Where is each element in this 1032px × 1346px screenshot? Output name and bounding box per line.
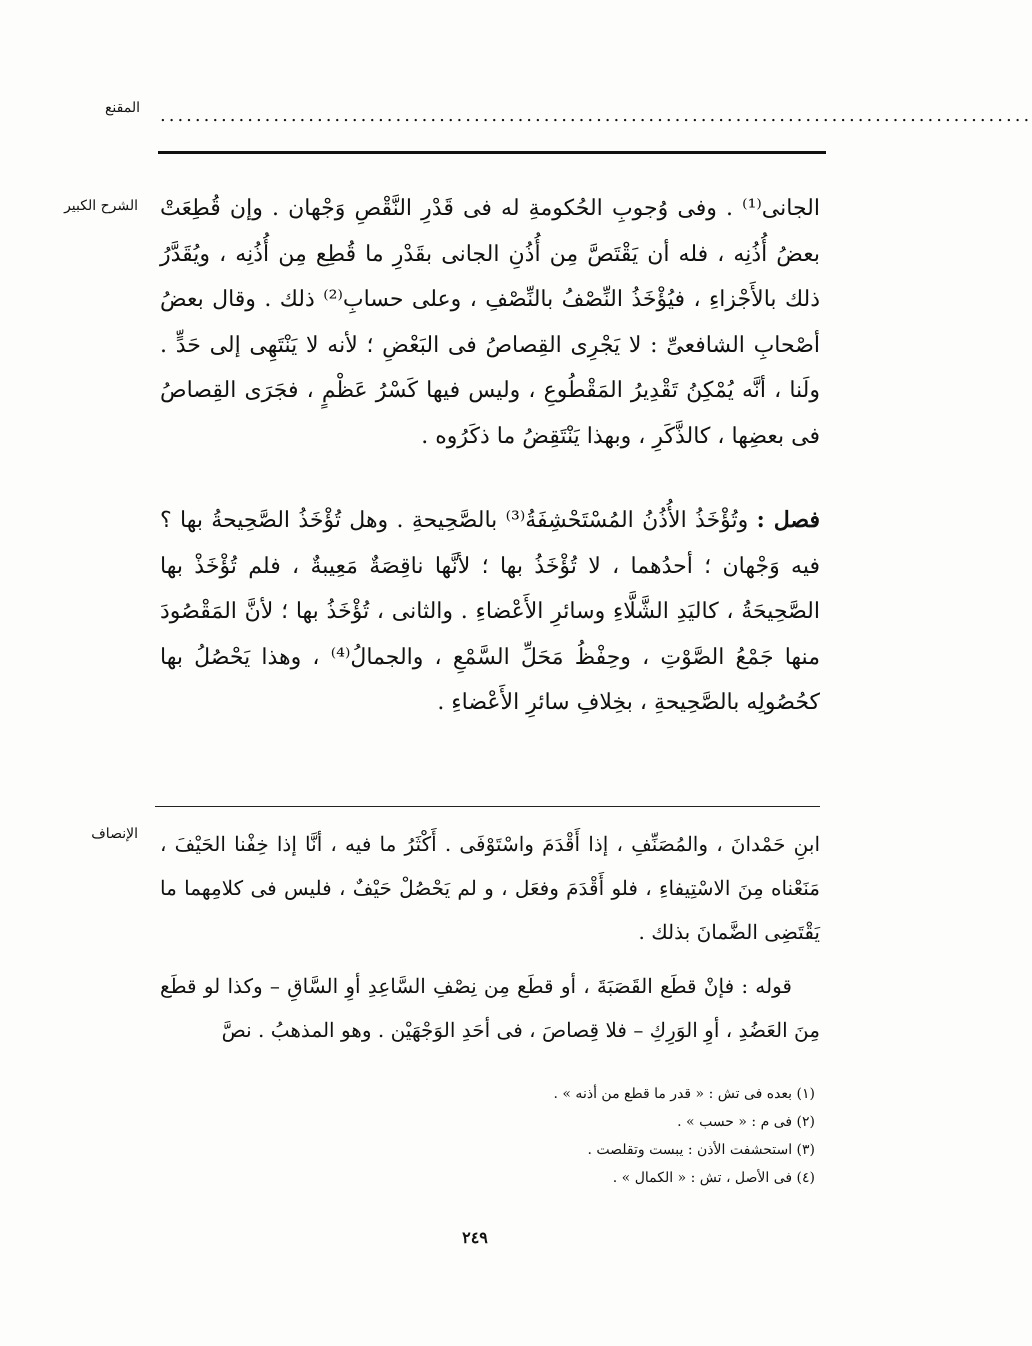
sharh-main-text — [160, 186, 820, 459]
insaf-section-label: الإنصاف — [91, 826, 138, 842]
header-rule — [158, 151, 826, 154]
sharh-paragraph: الجانى⁽¹⁾ . وفى وُجوبِ الحُكومةِ له فى قَدْرِ النَّقْصِ وَجْهان . وإن قُطِعَتْ بعضُ أُذُنِه ، فله أن يَقْتَصَّ مِن أُذُنِ الجانى بقَدْرِ ما قُطِع مِن أُذُنِه ، ويُقَدَّرُ ذلك بالأَجْزاءِ ، فيُؤْخَذُ النِّصْفُ بالنِّصْفِ ، وعلى حسابِ⁽²⁾ ذلك . وقال بعضُ أصْحابِ الشافعىِّ : لا يَجْرِى القِصاصُ فى البَعْضِ ؛ لأنه لا يَنْتَهِى إلى حَدٍّ . ولَنا ، أنَّه يُمْكِنُ تَقْدِيرُ المَقْطُوعِ ، وليس فيها كَسْرُ عَظْمٍ ، فجَرَى القِصاصُ فى بعضِها ، كالذَّكَرِ ، وبهذا يَنْتَقِضُ ما ذكَرُوه . — [160, 196, 820, 449]
fasl-paragraph — [160, 498, 820, 726]
header-book-title: المقنع — [104, 100, 140, 116]
fasl-section — [160, 498, 820, 726]
fasl-text: وتُؤْخَذُ الأُذُنُ المُسْتَحْشِفَةُ⁽³⁾ بالصَّحِيحةِ . وهل تُؤْخَذُ الصَّحِيحةُ بها ؟ فيه وَجْهان ؛ أحدُهما ، لا تُؤْخَذُ بها ؛ لأنَّها ناقِصَةٌ مَعِيبةٌ ، فلم تُؤْخَذْ بها الصَّحِيحَةُ ، كاليَدِ الشَّلَّاءِ وسائرِ الأَعْضاءِ . والثانى ، تُؤْخَذُ بها ؛ لأنَّ المَقْصُودَ منها جَمْعُ الصَّوْتِ ، وحِفْظُ مَحَلِّ السَّمْعِ ، والجمالُ⁽⁴⁾ ، وهذا يَحْصُلُ بها كحُصُولِه بالصَّحِيحةِ ، بخِلافِ سائرِ الأَعْضاءِ . — [160, 508, 820, 715]
footnote: (١) بعده فى تش : « قدر ما قطع من أذنه » . — [553, 1086, 815, 1102]
sharh-section-label: الشرح الكبير — [64, 198, 138, 214]
footnote: (٢) فى م : « حسب » . — [677, 1114, 815, 1130]
footnote: (٣) استحشفت الأذن : يبست وتقلصت . — [587, 1142, 815, 1158]
fasl-label: فصل : — [756, 507, 821, 533]
section-divider — [155, 806, 820, 807]
footnotes — [300, 1080, 815, 1192]
insaf-commentary — [160, 822, 820, 1052]
header-dotted-leader: .................................................................................................... — [160, 105, 1032, 126]
page-number: ٢٤٩ — [462, 1228, 488, 1247]
insaf-paragraph: قوله : فإنْ قطَع القَصَبَةَ ، أو قطَع مِن نِصْفِ السَّاعِدِ أوِ السَّاقِ – وكذا لو قطَع مِنَ العَضُدِ ، أوِ الوَرِكِ – فلا قِصاصَ ، فى أحَدِ الوَجْهَيْن . وهو المذهبُ . نصَّ — [160, 974, 820, 1042]
insaf-paragraph: ابنِ حَمْدانَ ، والمُصَنِّفِ ، إذا أَقْدَمَ واسْتَوْفَى . أَكْثَرُ ما فيه ، أنَّا إذا خِفْنا الحَيْفَ ، مَنَعْناه مِنَ الاسْتِيفاءِ ، فلو أَقْدَمَ وفعَل ، و لم يَحْصُلْ حَيْفٌ ، فليس فى كلامِهما ما يَقْتَضِى الضَّمانَ بذلك . — [160, 832, 820, 944]
footnote: (٤) فى الأصل ، تش : « الكمال » . — [612, 1170, 815, 1186]
